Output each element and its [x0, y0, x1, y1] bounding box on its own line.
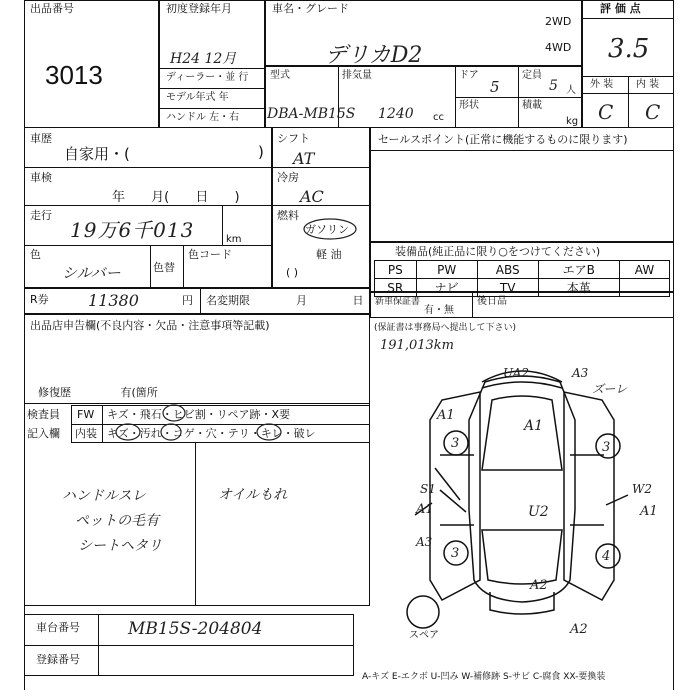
kg-unit: kg — [566, 116, 579, 127]
doors-label: ドア — [459, 70, 479, 81]
shift-value: AT — [293, 149, 315, 168]
exterior-label: 外 装 — [590, 79, 614, 90]
mark-a1-side: A1 — [416, 502, 434, 517]
reg-number-label: 登録番号 — [36, 653, 80, 666]
mark-a1-roof: A1 — [524, 418, 544, 434]
type-label: 型式 — [270, 70, 290, 81]
color-value: シルバー — [62, 264, 121, 282]
name-label: 車名・グレード — [272, 2, 349, 15]
fuel-paren: ( ) — [286, 266, 299, 279]
model-year-label: モデル年式 年 — [166, 92, 229, 103]
mark-u2: U2 — [528, 504, 549, 520]
fuel-circle — [300, 214, 360, 244]
equip-abs: ABS — [477, 261, 538, 279]
mark-tire-fr: 3 — [602, 440, 611, 455]
mark-a2-rear: A2 — [530, 578, 548, 593]
equip-pw: PW — [416, 261, 477, 279]
later-date-label: 後日品 — [477, 296, 507, 307]
km-unit: km — [226, 234, 242, 245]
equip-leather: 本革 — [538, 279, 619, 297]
repaint-label: 色替 — [153, 261, 175, 274]
inspector-label1: 検査員 — [27, 408, 60, 421]
equip-ps: PS — [375, 261, 417, 279]
yen-unit: 円 — [182, 294, 193, 307]
history-label: 車歴 — [30, 132, 52, 145]
recycle-value: 11380 — [88, 291, 139, 310]
interior-items: キズ・汚れ・コゲ・穴・テリ・キレ・破レ — [107, 427, 316, 440]
reg-value: H24 12月 — [170, 51, 237, 67]
lot-label: 出品番号 — [30, 2, 74, 15]
odometer-note: 191,013km — [380, 338, 454, 353]
sales-point-label: セールスポイント(正常に機能するものに限ります) — [378, 133, 628, 146]
mark-a2-bottom: A2 — [570, 622, 588, 637]
handle-label: ハンドル 左・右 — [166, 112, 240, 123]
load-label: 積載 — [522, 100, 542, 111]
name-value: デリカD2 — [325, 43, 423, 68]
warranty-note: (保証書は事務局へ提出して下さい) — [374, 323, 517, 333]
score-value: 3.5 — [608, 34, 650, 64]
equip-label: 装備品(純正品に限り○をつけてください) — [395, 245, 601, 258]
equip-sr: SR — [375, 279, 417, 297]
reg-label: 初度登録年月 — [166, 2, 232, 15]
color-label: 色 — [30, 248, 41, 261]
notes-label: 出品店申告欄(不良内容・欠品・注意事項等記載) — [30, 319, 270, 332]
fw-label: FW — [77, 408, 95, 421]
chassis-label: 車台番号 — [36, 621, 80, 634]
color-code-label: 色コード — [188, 248, 232, 261]
capacity-value: 5 — [549, 78, 558, 94]
history-close: ) — [258, 143, 264, 161]
mark-a3-left: A3 — [416, 535, 433, 549]
doors-value: 5 — [490, 78, 500, 96]
hand-note-4: オイルもれ — [218, 487, 288, 503]
inspector-label2: 記入欄 — [27, 427, 60, 440]
hand-note-2: ペットの毛有 — [75, 513, 159, 529]
interior-row-label: 内装 — [75, 427, 97, 440]
hand-note-3: シートヘタリ — [78, 538, 162, 554]
warranty-value: 有・無 — [424, 305, 454, 316]
repair-history: 修復歴 有(箇所 — [38, 386, 158, 399]
chassis-value: MB15S-204804 — [128, 619, 263, 639]
inspection-value: 年 月( 日 ) — [112, 190, 240, 205]
type-value: DBA-MB15S — [267, 106, 356, 122]
lot-number: 3013 — [45, 60, 103, 90]
equip-aw: AW — [619, 261, 669, 279]
ac-label: 冷房 — [277, 171, 299, 184]
mark-tire-fl: 3 — [451, 436, 460, 451]
mark-a3-top: A3 — [572, 366, 589, 380]
cc-unit: cc — [433, 112, 444, 123]
score-label: 評 価 点 — [600, 2, 641, 15]
mark-a1-right: A1 — [640, 504, 658, 519]
capacity-label: 定員 — [522, 70, 542, 81]
fuel-gas: ガソリン — [305, 223, 349, 236]
history-value: 自家用・( — [64, 145, 130, 163]
mark-w2: W2 — [632, 482, 652, 496]
exterior-value: C — [598, 100, 614, 124]
warranty-label: 新車保証書 — [375, 297, 421, 307]
spec-side-box — [272, 128, 370, 288]
mark-s1: S1 — [420, 482, 436, 496]
month-day: 月 日 — [296, 294, 364, 307]
displacement-value: 1240 — [378, 106, 414, 122]
mileage-value: 19万6千013 — [70, 218, 195, 242]
shift-label: シフト — [277, 132, 310, 145]
mark-ua2: UA2 — [503, 366, 530, 380]
displacement-label: 排気量 — [342, 70, 372, 81]
drive-2wd: 2WD — [545, 15, 572, 28]
interior-value: C — [645, 100, 661, 124]
mileage-label: 走行 — [30, 209, 52, 222]
inspector-circles — [71, 403, 371, 445]
capacity-unit: 人 — [566, 85, 576, 96]
mark-a1-left: A1 — [437, 408, 455, 423]
mark-tire-rl: 3 — [451, 546, 460, 561]
equip-airbag: エアB — [538, 261, 619, 279]
mark-tire-rr: 4 — [602, 549, 611, 564]
name-change-label: 名変期限 — [206, 294, 250, 307]
ac-value: AC — [300, 187, 324, 206]
mark-zure: ズーレ — [592, 382, 628, 396]
equip-tv: TV — [477, 279, 538, 297]
drive-4wd: 4WD — [545, 41, 572, 54]
fw-items: キズ・飛石・ヒビ割・リペア跡・X要 — [107, 408, 291, 421]
fuel-diesel: 軽 油 — [316, 248, 342, 261]
recycle-label: R券 — [30, 293, 49, 306]
spare-label: スペア — [409, 630, 439, 641]
fuel-label: 燃料 — [277, 209, 299, 222]
damage-legend: A-キズ E-エクボ U-凹み W-補修跡 S-サビ C-腐食 XX-要換装 — [362, 672, 606, 682]
dealer-label: ディーラー・並 行 — [166, 72, 249, 83]
inspection-label: 車検 — [30, 171, 52, 184]
hand-note-1: ハンドルスレ — [62, 488, 146, 504]
notes-box — [24, 314, 370, 606]
shape-label: 形状 — [459, 100, 479, 111]
interior-label: 内 装 — [636, 79, 660, 90]
equip-navi: ナビ — [416, 279, 477, 297]
